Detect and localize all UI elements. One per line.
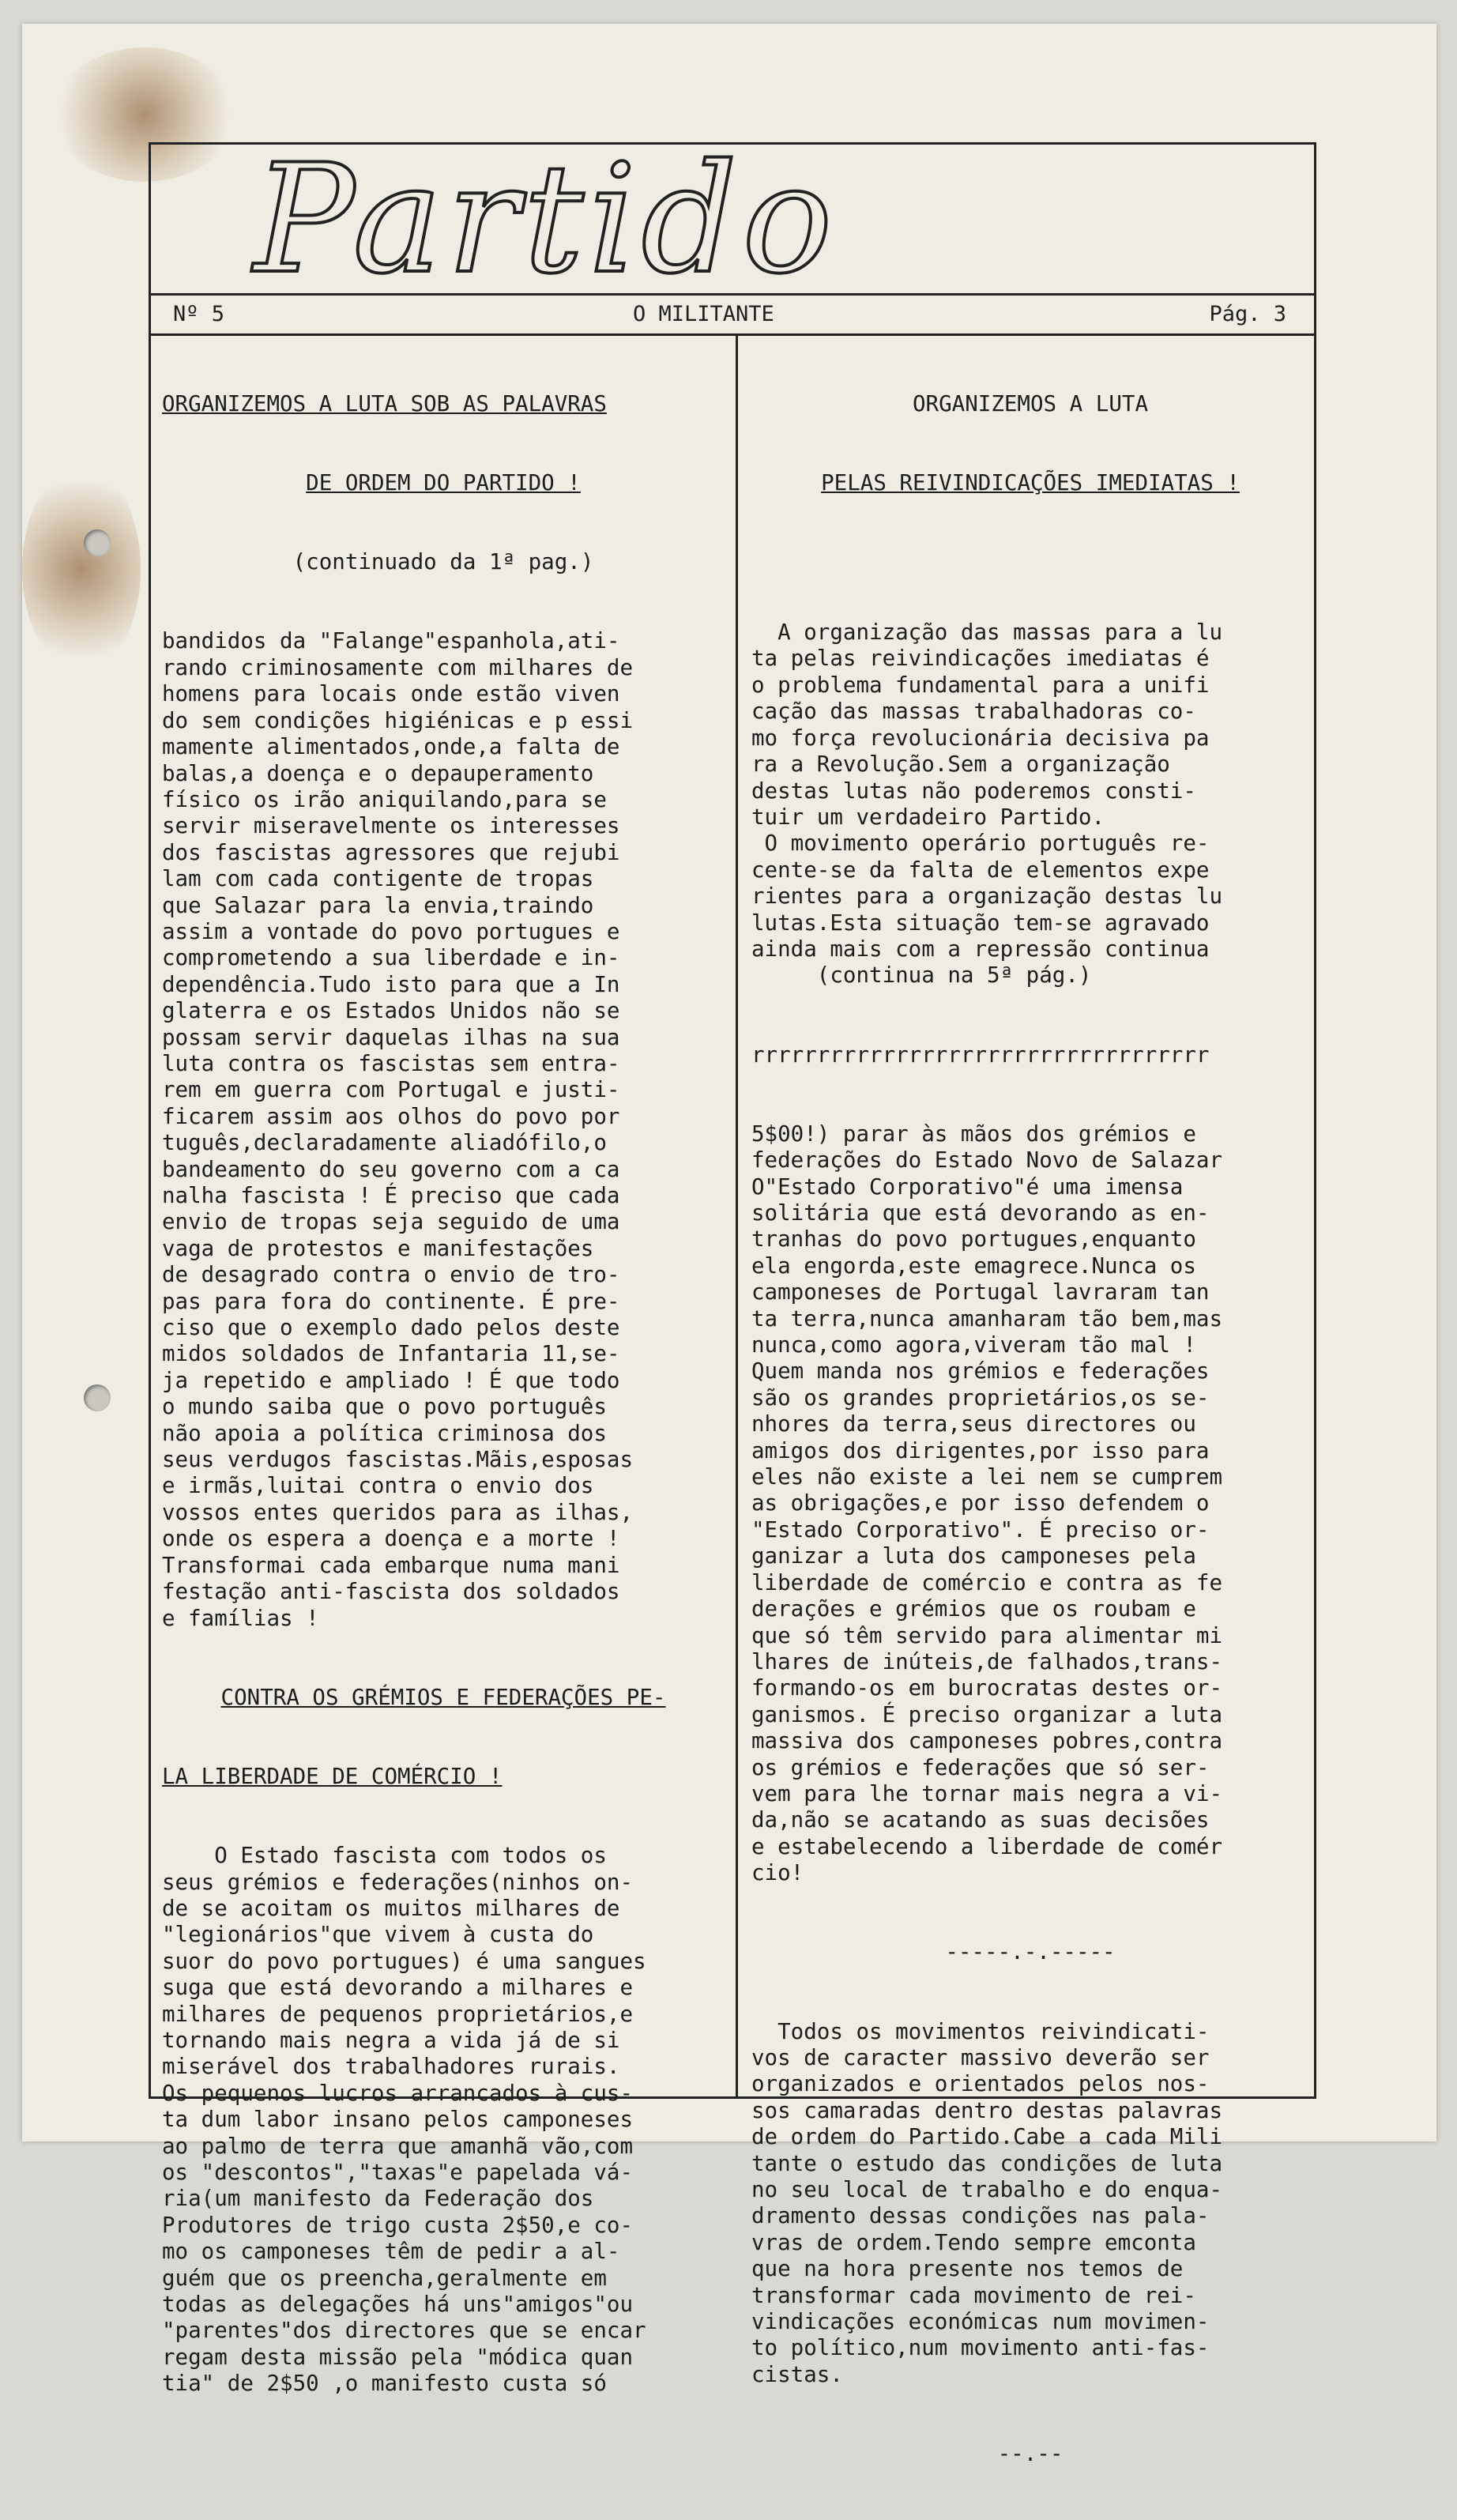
left-article-body: bandidos da "Falange"espanhola,ati- rando criminosamente com milhares de homens para locais onde estão viven do sem condições higiénicas e p essi mamente alimentados,onde,a falta de balas,a doença e o depauperamento físico os irão aniquilando,para se servir miseravelmente os interesses dos fascistas agressores que rejubi lam com cada contigente de tropas que Salazar para la envia,traindo assim a vontade do povo portugues e comprometendo a sua liberdade e in- dependência.Tudo isto para que a In glaterra e os Estados Unidos não se possam servir daquelas ilhas na sua luta contra os fascistas sem entra- rem em guerra com Portugal e justi- ficarem assim aos olhos do povo por tuguês,declaradamente aliadófilo,o bandeamento do seu governo com a ca nalha fascista ! É preciso que cada envio de tropas seja seguido de uma vaga de protestos e manifestações de desagrado contra o envio de tro- pas para fora do continente. É pre- ciso que o exemplo dado pelos deste midos soldados de Infantaria 11,se- ja repetido e ampliado ! É que todo o mundo saiba que o povo português não apoia a política criminosa dos seus verdugos fascistas.Mãis,esposas e irmãs,luitai contra o envio dos vossos entes queridos para as ilhas, onde os espera a doença e a morte ! Transformai cada embarque numa mani festação anti-fascista dos soldados e famílias !: [162, 628, 634, 1631]
section-heading-line-1: CONTRA OS GRÉMIOS E FEDERAÇÕES PE-: [220, 1684, 666, 1710]
end-mark: --.--: [997, 2441, 1064, 2467]
row-separator: rrrrrrrrrrrrrrrrrrrrrrrrrrrrrrrrrrr: [751, 1042, 1210, 1068]
issue-number: Nº 5: [173, 302, 225, 326]
newspaper-name: O MILITANTE: [633, 302, 774, 326]
left-heading-line-1: ORGANIZEMOS A LUTA SOB AS PALAVRAS: [162, 390, 607, 416]
punch-hole-top: [84, 529, 111, 556]
right-closing-article: Todos os movimentos reivindicati- vos de caracter massivo deverão ser organizados e orientados pelos nos- sos camaradas dentro destas palavras de ordem do Partido.Cabe a cada Mili tante o estudo das condições de luta no seu local de trabalho e do enqua- dramento dessas condições nas pala- vras de ordem.Tendo sempre emconta que na hora presente nos temos de transformar cada movimento de rei- vindicações económicas num movimen- to político,num movimento anti-fas- cistas.: [751, 2018, 1223, 2387]
partido-logo: [246, 132, 1075, 307]
right-article-body: A organização das massas para a lu ta pelas reivindicações imediatas é o problema fundamental para a unifi cação das massas trabalhadoras co- mo força revolucionária decisiva pa ra a Revolução.Sem a organização destas lutas não poderemos consti- tuir um verdadeiro Partido. O movimento operário português re- cente-se da falta de elementos expe rientes para a organização destas lu lutas.Esta situação tem-se agravado ainda mais com a repressão continua (continua na 5ª pág.): [751, 620, 1223, 989]
section-heading-line-2: LA LIBERDADE DE COMÉRCIO !: [162, 1763, 503, 1789]
burn-stain-left: [22, 466, 141, 672]
punch-hole-bottom: [84, 1384, 111, 1411]
issue-info-row: [151, 296, 1314, 336]
page-frame: [149, 132, 1316, 2467]
svg-text:Partido: Partido: [254, 132, 838, 307]
continued-note: (continuado da 1ª pag.): [292, 549, 594, 575]
right-column: [751, 338, 1309, 2467]
masthead: [151, 132, 1314, 307]
column-divider: [736, 334, 738, 2096]
left-column: [162, 338, 725, 2397]
right-article-continuation: 5$00!) parar às mãos dos grémios e federações do Estado Novo de Salazar O"Estado Corporativo"é uma imensa solitária que está devorando as en- tranhas do povo portugues,enquanto ela engorda,este emagrece.Nunca os camponeses de Portugal lavraram tan ta terra,nunca amanharam tão bem,mas nunca,como agora,viveram tão mal ! Quem manda nos grémios e federações são os grandes proprietários,os se- nhores da terra,seus directores ou amigos dos dirigentes,por isso para eles não existe a lei nem se cumprem as obrigações,e por isso defendem o "Estado Corporativo". É preciso or- ganizar a luta dos camponeses pela liberdade de comércio e contra as fe derações e grémios que os roubam e que só têm servido para alimentar mi lhares de inúteis,de falhados,trans- formando-os em burocratas destes or- ganismos. É preciso organizar a luta massiva dos camponeses pobres,contra os grémios e federações que só ser- vem para lhe tornar mais negra a vi- da,não se acatando as suas decisões e estabelecendo a liberdade de comér cio!: [751, 1121, 1223, 1886]
newspaper-page: [22, 24, 1436, 2467]
right-heading-line-1: ORGANIZEMOS A LUTA: [912, 390, 1148, 416]
right-heading-line-2: PELAS REIVINDICAÇÕES IMEDIATAS !: [821, 470, 1240, 496]
section-divider-mark: -----.-.-----: [945, 1939, 1116, 1965]
page-number: Pág. 3: [1209, 302, 1286, 326]
section-article-body: O Estado fascista com todos os seus grémios e federações(ninhos on- de se acoitam os muitos milhares de "legionários"que vivem à custa do suor do povo portugues) é uma sangues suga que está devorando a milhares e milhares de pequenos proprietários,e tornando mais negra a vida já de si miserável dos trabalhadores rurais. Os pequenos lucros arrancados à cus- ta dum labor insano pelos camponeses ao palmo de terra que amanhã vão,com os "descontos","taxas"e papelada vá- ria(um manifesto da Federação dos Produtores de trigo custa 2$50,e co- mo os camponeses têm de pedir a al- guém que os preencha,geralmente em todas as delegações há uns"amigos"ou "parentes"dos directores que se encar regam desta missão pela "módica quan tia" de 2$50 ,o manifesto custa só: [162, 1843, 646, 2397]
left-heading-line-2: DE ORDEM DO PARTIDO !: [306, 470, 581, 496]
